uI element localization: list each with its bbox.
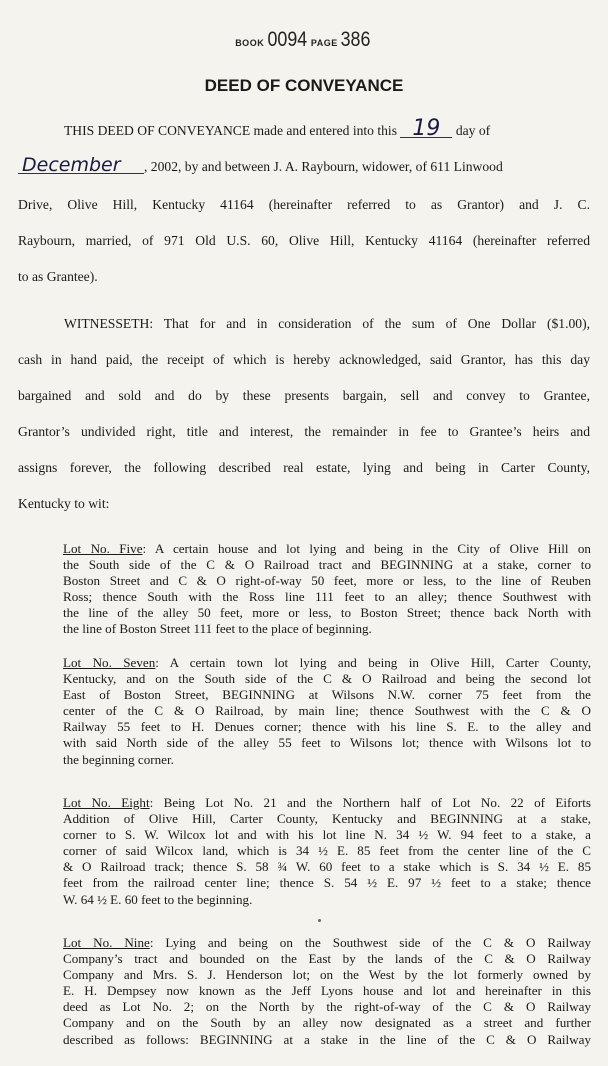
lot-five [63,541,591,638]
witnesseth-line-1: WITNESSETH: That for and in consideration of the sum of One Dollar ($1.00), [64,316,590,331]
intro-line-1 [64,116,491,141]
intro-line-1a: THIS DEED OF CONVEYANCE made and entered into this [64,123,397,138]
lot-seven-line: East of Boston Street, BEGINNING at Wilsons N.W. corner 75 feet from the [63,687,591,703]
lot-five-heading: Lot No. Five [63,541,143,556]
scan-speck [318,919,321,922]
lot-eight-line: feet from the railroad center line; thence S. 54 ½ E. 97 ½ feet to a stake; thence [63,875,591,891]
witnesseth-line-4: Grantor’s undivided right, title and interest, the remainder in fee to Grantee’s heirs and [18,424,590,439]
lot-eight-heading: Lot No. Eight [63,795,150,810]
page-label: PAGE [310,38,338,48]
intro-line-1b: day of [455,123,491,138]
lot-seven-line: the beginning corner. [63,751,174,767]
lot-nine-line: : Lying and being on the Southwest side of the C & O Railway [149,935,591,950]
page-number: 386 [340,28,371,51]
lot-seven-line: with said North side of the alley 55 feet to Wilsons lot; thence with Wilsons lot to [63,735,591,751]
lot-eight-line: corner to S. W. Wilcox lot and with his lot line N. 34 ½ W. 94 feet to a stake, a [63,827,591,843]
lot-seven-line: Railway 55 feet to H. Denues corner; thence with his line S. E. to the alley and [63,719,591,735]
lot-seven [63,655,591,768]
lot-eight-line: corner of said Wilcox land, which is 34 ½ E. 85 feet from the center line of the C [63,843,591,859]
lot-nine-heading: Lot No. Nine [63,935,150,950]
lot-seven-line: : A certain town lot lying and being in Olive Hill, Carter County, [155,655,591,670]
document-title: DEED OF CONVEYANCE [204,76,404,95]
lot-nine-line: Company and Mrs. S. J. Henderson lot; on the West by the lot formerly owned by [63,967,591,983]
lot-eight-line: & O Railroad track; thence S. 58 ¾ W. 60 feet to a stake which is S. 34 ½ E. 85 [63,859,591,875]
intro-line-2 [18,154,503,176]
intro-line-2-text: , 2002, by and between J. A. Raybourn, widower, of 611 Linwood [144,159,503,174]
intro-line-4: Raybourn, married, of 971 Old U.S. 60, Olive Hill, Kentucky 41164 (hereinafter referred [18,233,590,248]
lot-nine [63,935,591,1048]
lot-seven-line: center of the C & O Railroad, by main line; thence Southwest with the C & O [63,703,591,719]
witnesseth-line-5: assigns forever, the following described real estate, lying and being in Carter County, [18,460,590,475]
witnesseth-line-3: bargained and sold and do by these presents bargain, sell and convey to Grantee, [18,388,590,403]
lot-seven-heading: Lot No. Seven [63,655,156,670]
intro-line-3: Drive, Olive Hill, Kentucky 41164 (hereinafter referred to as Grantor) and J. C. [18,197,590,212]
lot-eight-line: Addition of Olive Hill, Carter County, Kentucky and BEGINNING at a stake, [63,811,591,827]
lot-five-line: : A certain house and lot lying and being in the City of Olive Hill on [142,541,591,556]
lot-nine-line: Company and on the South by an alley now designated as a street and further [63,1015,591,1031]
lot-five-line: the line of Boston Street 111 feet to the place of beginning. [63,621,372,637]
month-field: December [18,157,144,174]
book-label: BOOK [235,38,265,48]
lot-nine-line: E. H. Dempsey now known as the Jeff Lyons house and lot and hereinafter in this [63,983,591,999]
lot-five-line: Ross; thence South with the Ross line 111 feet to an alley; thence Southwest with [63,589,591,605]
lot-five-line: Boston Street and C & O right-of-way 50 feet, more or less, to the line of Reuben [63,573,591,589]
lot-eight-line: W. 64 ½ E. 60 feet to the beginning. [63,891,253,907]
lot-nine-line: deed as Lot No. 2; on the North by the right-of-way of the C & O Railway [63,999,591,1015]
lot-nine-line: Company’s tract and bounded on the East by the lands of the C & O Railway [63,951,591,967]
lot-eight [63,795,591,908]
book-page-stamp [0,28,608,52]
lot-eight-line: : Being Lot No. 21 and the Northern half of Lot No. 22 of Eiforts [149,795,592,810]
lot-nine-line: described as follows: BEGINNING at a stake in the line of the C & O Railway [63,1031,591,1047]
intro-line-5: to as Grantee). [18,269,98,284]
lot-seven-line: Kentucky, and on the South side of the C & O Railroad and being the second lot [63,671,591,687]
lot-five-line: the line of the alley 50 feet, more or less, to Boston Street; thence back North with [63,605,591,621]
witnesseth-line-6: Kentucky to wit: [18,496,110,511]
witnesseth-line-2: cash in hand paid, the receipt of which is hereby acknowledged, said Grantor, has this day [18,352,590,367]
book-number: 0094 [267,28,308,51]
lot-five-line: the South side of the C & O Railroad tract and BEGINNING at a stake, corner to [63,557,591,573]
day-field: 19 [400,121,452,138]
